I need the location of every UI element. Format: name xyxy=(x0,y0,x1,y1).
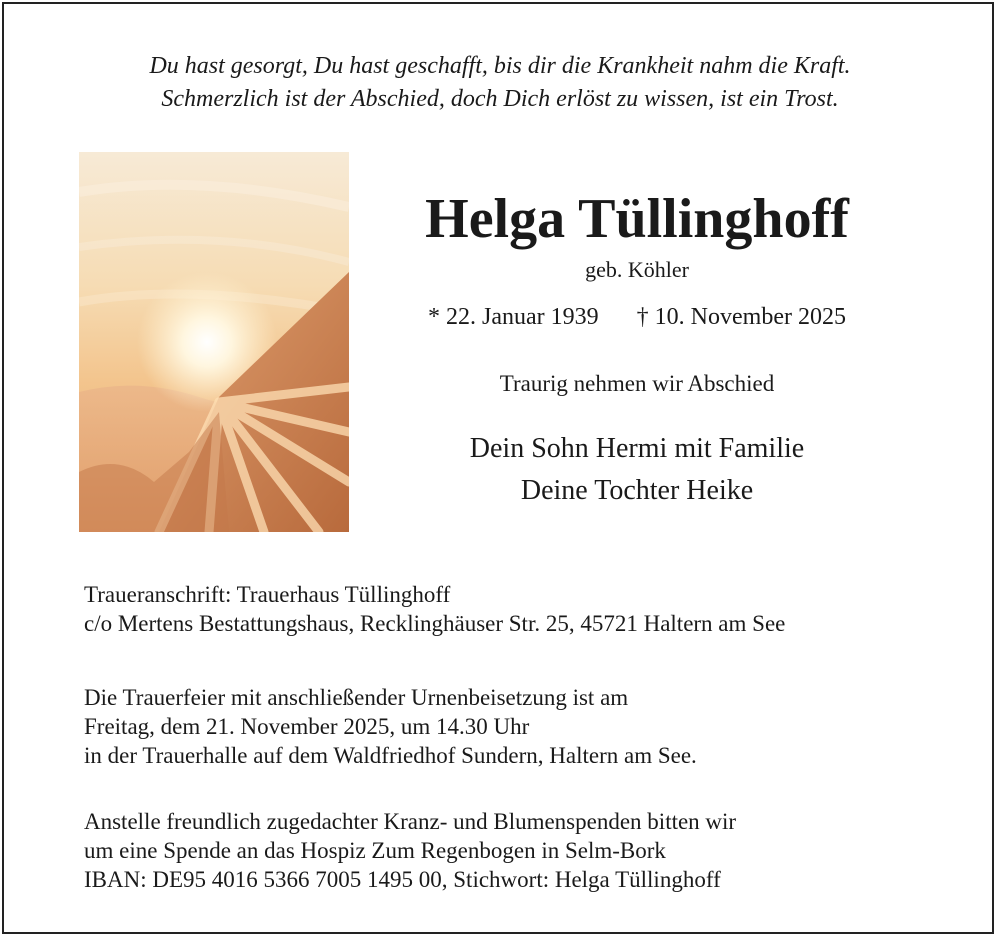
verse-line-2: Schmerzlich ist der Abschied, doch Dich erlöst zu wissen, ist ein Trost. xyxy=(161,86,839,112)
family-line-2: Deine Tochter Heike xyxy=(520,475,754,506)
ceremony-line-2: Freitag, dem 21. November 2025, um 14.30 Uhr xyxy=(84,714,530,739)
ceremony-line-1: Die Trauerfeier mit anschließender Urnenbeisetzung ist am xyxy=(84,685,629,710)
donation-info xyxy=(84,807,964,894)
sunset-photo xyxy=(79,152,349,532)
ceremony-line-3: in der Trauerhalle auf dem Waldfriedhof Sundern, Haltern am See. xyxy=(84,743,697,768)
address-line-2: c/o Mertens Bestattungshaus, Recklinghäuser Str. 25, 45721 Haltern am See xyxy=(84,611,786,636)
donation-line-2: um eine Spende an das Hospiz Zum Regenbogen in Selm-Bork xyxy=(84,838,666,863)
life-dates xyxy=(352,302,922,332)
family-line-1: Dein Sohn Hermi mit Familie xyxy=(469,433,805,464)
farewell-text: Traurig nehmen wir Abschied xyxy=(499,371,775,396)
deceased-name: Helga Tüllinghoff xyxy=(425,188,849,250)
ceremony-info xyxy=(84,683,964,770)
obituary-card xyxy=(2,2,994,934)
donation-line-3: IBAN: DE95 4016 5366 7005 1495 00, Stichwort: Helga Tüllinghoff xyxy=(84,867,721,892)
family-signatures xyxy=(352,428,922,512)
donation-line-1: Anstelle freundlich zugedachter Kranz- und Blumenspenden bitten wir xyxy=(84,809,737,834)
birth-date: * 22. Januar 1939 xyxy=(428,304,599,330)
verse xyxy=(4,50,996,116)
mourning-address xyxy=(84,580,964,638)
verse-line-1: Du hast gesorgt, Du hast geschafft, bis dir die Krankheit nahm die Kraft. xyxy=(149,53,851,79)
death-date: † 10. November 2025 xyxy=(636,304,846,330)
address-line-1: Traueranschrift: Trauerhaus Tüllinghoff xyxy=(84,582,451,607)
maiden-name: geb. Köhler xyxy=(585,257,689,282)
